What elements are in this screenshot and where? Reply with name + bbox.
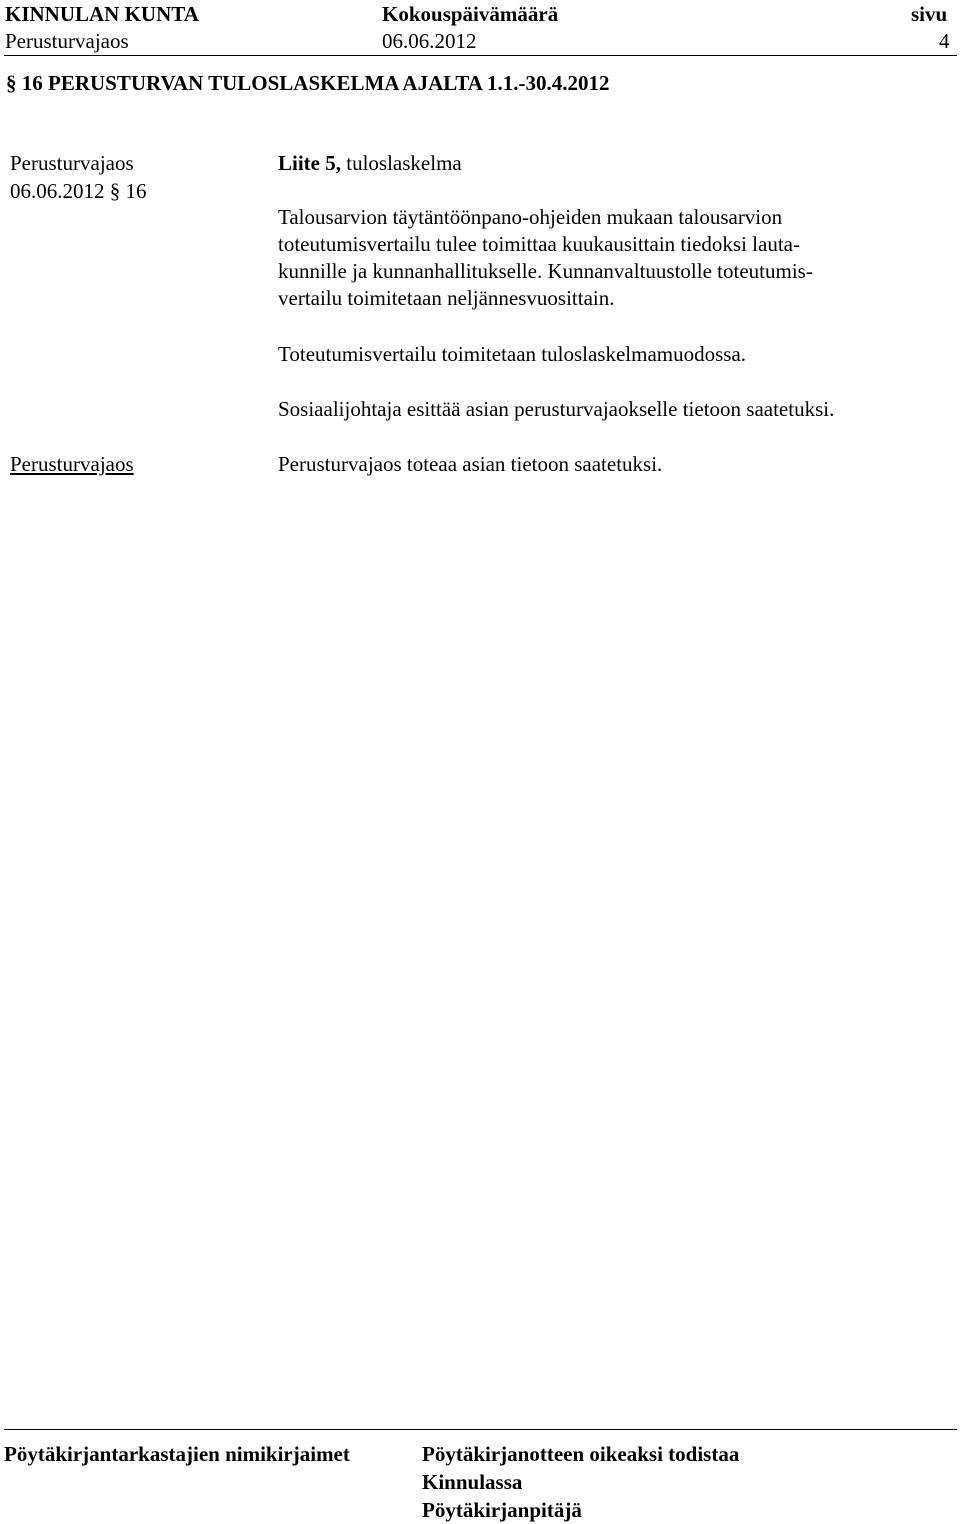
decision-body: Perusturvajaos: [10, 452, 134, 476]
body-name: Perusturvajaos: [5, 29, 129, 53]
keeper-label: Pöytäkirjanpitäjä: [422, 1498, 582, 1522]
paragraph-1-line: toteutumisvertailu tulee toimittaa kuukausittain tiedoksi lauta-: [278, 232, 800, 256]
margin-ref: 06.06.2012 § 16: [10, 179, 147, 203]
decision-text: Perusturvajaos toteaa asian tietoon saatetuksi.: [278, 452, 663, 476]
place-label: Kinnulassa: [422, 1470, 523, 1494]
header-rule: [4, 55, 957, 56]
attachment-number: Liite 5,: [278, 151, 341, 175]
attachment-name: tuloslaskelma: [341, 151, 462, 175]
proposal-text: Sosiaalijohtaja esittää asian perusturvajaokselle tietoon saatetuksi.: [278, 397, 835, 421]
paragraph-2: Toteutumisvertailu toimitetaan tuloslaskelmamuodossa.: [278, 342, 747, 366]
paragraph-1-line: kunnille ja kunnanhallitukselle. Kunnanvaltuustolle toteutumis-: [278, 259, 813, 283]
paragraph-1: [278, 204, 948, 312]
section-title: § 16 PERUSTURVAN TULOSLASKELMA AJALTA 1.1.-30.4.2012: [6, 71, 610, 95]
page-label: sivu: [911, 2, 948, 26]
margin-body: Perusturvajaos: [10, 151, 134, 175]
attachment-line: [278, 149, 462, 177]
initials-label: Pöytäkirjantarkastajien nimikirjaimet: [4, 1442, 350, 1466]
date-label: Kokouspäivämäärä: [382, 2, 559, 26]
page-number: 4: [939, 29, 950, 53]
paragraph-1-line: vertailu toimitetaan neljännesvuosittain.: [278, 286, 615, 310]
org-name: KINNULAN KUNTA: [5, 2, 199, 26]
footer-rule: [4, 1429, 957, 1430]
paragraph-1-line: Talousarvion täytäntöönpano-ohjeiden mukaan talousarvion: [278, 205, 783, 229]
date-value: 06.06.2012: [382, 29, 477, 53]
certify-label: Pöytäkirjanotteen oikeaksi todistaa: [422, 1442, 740, 1466]
